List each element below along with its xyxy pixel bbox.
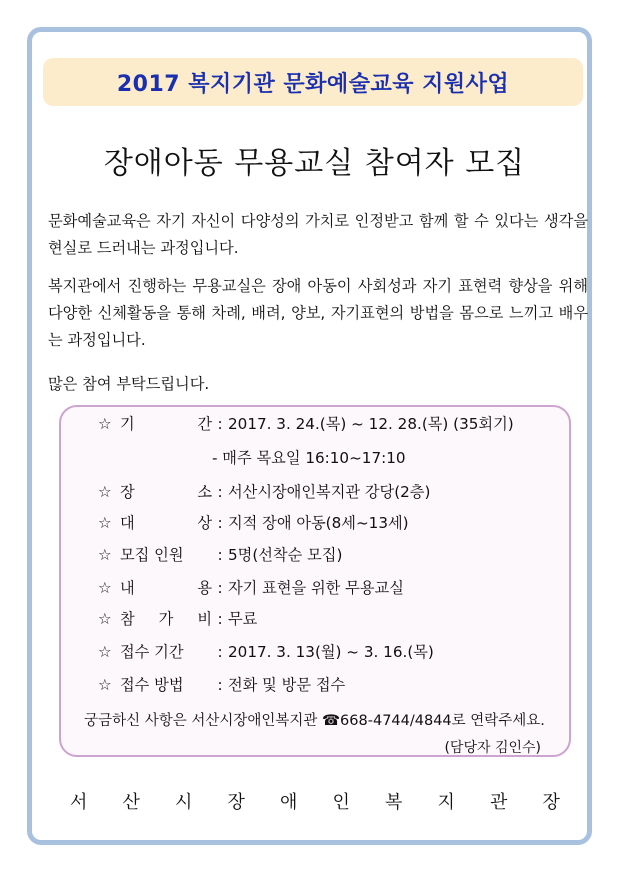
star-icon: ☆ xyxy=(98,642,112,661)
info-row-capacity: ☆ 모집 인원 : 5명(선착순 모집) xyxy=(98,545,343,564)
intro-paragraph-1: 문화예술교육은 자기 자신이 다양성의 가치로 인정받고 함께 할 수 있다는 생각을 현실로 드러내는 과정입니다. xyxy=(48,212,588,257)
info-row-location: ☆ 장 소 : 서산시장애인복지관 강당(2층) xyxy=(98,482,431,501)
info-label: 대 상 xyxy=(120,514,212,532)
star-icon: ☆ xyxy=(98,578,112,597)
page-title: 장애아동 무용교실 참여자 모집 xyxy=(103,146,526,181)
info-value: 서산시장애인복지관 강당(2층) xyxy=(228,483,431,501)
info-row-fee: ☆ 참 가 비 : 무료 xyxy=(98,609,258,628)
info-label: 내 용 xyxy=(120,579,212,597)
info-value: 5명(선착순 모집) xyxy=(228,546,343,564)
star-icon: ☆ xyxy=(98,482,112,501)
schedule-subline: - 매주 목요일 16:10~17:10 xyxy=(212,449,406,467)
info-label: 기 간 xyxy=(120,415,212,433)
info-row-target: ☆ 대 상 : 지적 장애 아동(8세~13세) xyxy=(98,513,409,532)
star-icon: ☆ xyxy=(98,675,112,694)
info-row-application-method: ☆ 접수 방법 : 전화 및 방문 접수 xyxy=(98,675,346,694)
info-value: 2017. 3. 13(월) ~ 3. 16.(목) xyxy=(228,643,434,661)
info-label: 접수 방법 xyxy=(120,676,184,694)
info-value: 자기 표현을 위한 무용교실 xyxy=(228,579,404,597)
info-label: 참 가 비 xyxy=(120,610,212,628)
banner-heading: 2017 복지기관 문화예술교육 지원사업 xyxy=(43,58,583,106)
info-row-period: ☆ 기 간 : 2017. 3. 24.(목) ~ 12. 28.(목) (35회기) xyxy=(98,414,514,433)
info-label: 모집 인원 xyxy=(120,546,184,564)
contact-info: 궁금하신 사항은 서산시장애인복지관 ☎668-4744/4844로 연락주세요. xyxy=(84,713,545,729)
info-value: 무료 xyxy=(228,610,258,628)
star-icon: ☆ xyxy=(98,414,112,433)
organization-name: 서 산 시 장 애 인 복 지 관 장 xyxy=(70,792,560,813)
info-value: 지적 장애 아동(8세~13세) xyxy=(228,514,409,532)
info-row-content: ☆ 내 용 : 자기 표현을 위한 무용교실 xyxy=(98,578,404,597)
info-row-application-period: ☆ 접수 기간 : 2017. 3. 13(월) ~ 3. 16.(목) xyxy=(98,642,434,661)
star-icon: ☆ xyxy=(98,545,112,564)
info-value: 2017. 3. 24.(목) ~ 12. 28.(목) (35회기) xyxy=(228,415,514,433)
manager-name: (담당자 김인수) xyxy=(444,740,541,756)
intro-paragraph-3: 많은 참여 부탁드립니다. xyxy=(48,375,210,393)
info-value: 전화 및 방문 접수 xyxy=(228,676,346,694)
info-label: 접수 기간 xyxy=(120,643,184,661)
info-label: 장 소 xyxy=(120,483,212,501)
star-icon: ☆ xyxy=(98,513,112,532)
star-icon: ☆ xyxy=(98,609,112,628)
intro-paragraph-2: 복지관에서 진행하는 무용교실은 장애 아동이 사회성과 자기 표현력 향상을 위해 다양한 신체활동을 통해 차례, 배려, 양보, 자기표현의 방법을 몸으로 느끼고 배우는 과정입니다. xyxy=(48,277,588,349)
